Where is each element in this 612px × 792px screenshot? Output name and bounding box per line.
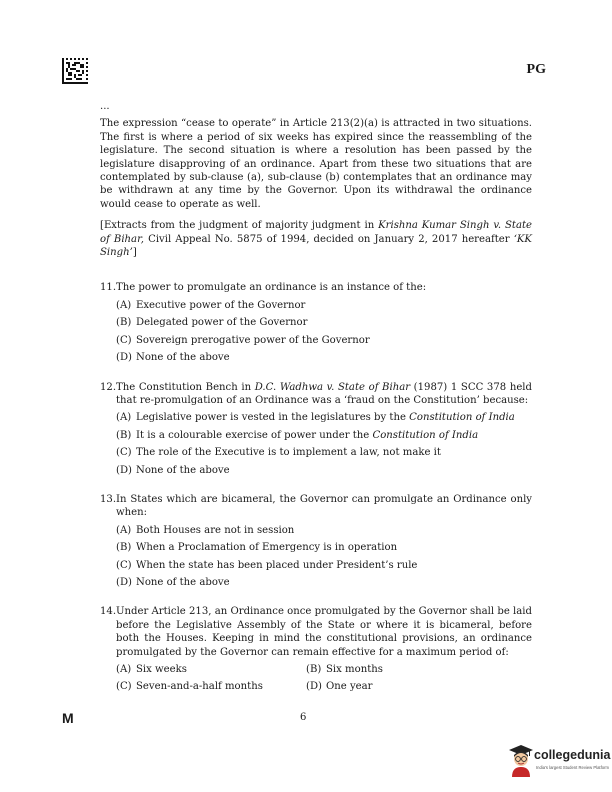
option-label: (C) <box>116 447 132 459</box>
option-label: (D) <box>116 464 132 476</box>
option-text: Six weeks <box>136 664 187 675</box>
stem-text: The Constitution Bench in <box>116 381 255 393</box>
passage-ellipsis: ... <box>100 101 110 112</box>
option-text: One year <box>326 681 373 693</box>
question-stem <box>116 381 532 408</box>
option-c <box>116 680 306 693</box>
option-text: Delegated power of the Governor <box>136 317 308 329</box>
option-b <box>306 663 496 676</box>
question-13 <box>100 493 532 589</box>
option-label: (B) <box>116 317 132 329</box>
stem-text: (1987) 1 SCC 378 held that re-promulgation of an Ordinance was a ‘fraud on the Constitution’ because: <box>116 381 532 406</box>
option-text: None of the above <box>136 352 230 364</box>
option-b <box>116 541 532 554</box>
option-text: None of the above <box>136 464 230 476</box>
question-stem: Under Article 213, an Ordinance once promulgated by the Governor shall be laid before the Legislative Assembly of the State or where it is bicameral, before both the Houses. Keeping in mind the constitutional provisions, an ordinance promulgated by the Governor can remain effective for a maximum period of: <box>116 606 532 658</box>
stem-case-name: D.C. Wadhwa v. State of Bihar <box>254 381 411 393</box>
option-label: (B) <box>116 429 132 441</box>
question-number: 12. <box>100 381 117 393</box>
passage-paragraph: The expression “cease to operate” in Article 213(2)(a) is attracted in two situations. The first is where a period of six weeks has expired since the reassembling of the legislature. The second situation is where a resolution has been passed by the legislature disapproving of an ordinance. Apart from these two situations that are contemplated by sub-clause (a), sub-clause (b) contemplates that an ordinance may be withdrawn at any time by the Governor. Upon its withdrawal the ordinance would cease to operate as well. <box>100 118 532 210</box>
option-d <box>116 351 532 364</box>
option-text: Sovereign prerogative power of the Governor <box>136 334 370 346</box>
option-italic-part: Constitution of India <box>409 412 515 424</box>
option-label: (C) <box>116 559 132 571</box>
citation-short-name: ‘KK Singh’ <box>100 233 532 259</box>
option-c <box>116 559 532 572</box>
option-text-part: It is a colourable exercise of power under the <box>136 429 373 441</box>
option-label: (A) <box>116 299 132 311</box>
option-label: (A) <box>116 524 132 536</box>
option-d <box>116 576 532 589</box>
question-number: 13. <box>100 493 117 505</box>
option-text <box>136 429 478 442</box>
series-mark: M <box>62 710 74 726</box>
option-label: (B) <box>306 664 322 675</box>
passage-citation <box>100 219 532 259</box>
option-text: The role of the Executive is to implement a law, not make it <box>136 447 441 459</box>
option-b <box>116 429 532 442</box>
qr-code-icon <box>62 58 88 84</box>
question-number: 11. <box>100 282 117 294</box>
option-text: When the state has been placed under President’s rule <box>136 559 418 571</box>
question-number: 14. <box>100 606 117 618</box>
option-italic-part: Constitution of India <box>372 429 479 441</box>
option-d <box>306 680 496 693</box>
question-12 <box>100 381 532 477</box>
option-text: Six months <box>326 664 383 675</box>
option-d <box>116 464 532 477</box>
mascot-icon <box>508 744 534 778</box>
question-11 <box>100 281 532 364</box>
option-text: Both Houses are not in session <box>136 524 295 536</box>
citation-case-name: Krishna Kumar Singh v. State of Bihar, <box>100 220 533 245</box>
option-label: (D) <box>116 576 132 588</box>
option-label: (C) <box>116 334 132 346</box>
page-content <box>100 100 532 710</box>
option-text-part: Legislative power is vested in the legislatures by the <box>136 412 410 424</box>
option-label: (D) <box>306 681 322 693</box>
page-number: 6 <box>300 712 307 723</box>
option-a <box>116 663 306 676</box>
option-c <box>116 446 532 459</box>
brand-name: collegedunia <box>534 748 611 762</box>
option-text: None of the above <box>136 576 230 588</box>
option-label: (B) <box>116 542 132 554</box>
option-text: When a Proclamation of Emergency is in operation <box>136 542 398 554</box>
citation-details: Civil Appeal No. 5875 of 1994, decided on January 2, 2017 hereafter <box>144 233 514 245</box>
question-stem: In States which are bicameral, the Governor can promulgate an Ordinance only when: <box>116 493 532 519</box>
citation-prefix: [Extracts from the judgment of majority judgment in <box>100 220 379 232</box>
option-label: (A) <box>116 664 132 675</box>
option-text <box>136 411 515 424</box>
paper-code-label: PG <box>526 62 546 77</box>
option-label: (D) <box>116 352 132 364</box>
question-stem: The power to promulgate an ordinance is an instance of the: <box>116 282 427 294</box>
option-a <box>116 411 532 424</box>
brand-tagline: India's largest Student Review Platform <box>536 765 609 770</box>
option-a <box>116 524 532 537</box>
option-text: Executive power of the Governor <box>136 299 306 311</box>
option-a <box>116 299 532 312</box>
question-14 <box>100 605 532 693</box>
citation-suffix: ] <box>132 247 137 259</box>
option-c <box>116 334 532 347</box>
option-label: (C) <box>116 681 132 693</box>
option-label: (A) <box>116 412 132 424</box>
option-text: Seven-and-a-half months <box>136 681 263 693</box>
option-b <box>116 316 532 329</box>
collegedunia-logo <box>506 742 612 782</box>
